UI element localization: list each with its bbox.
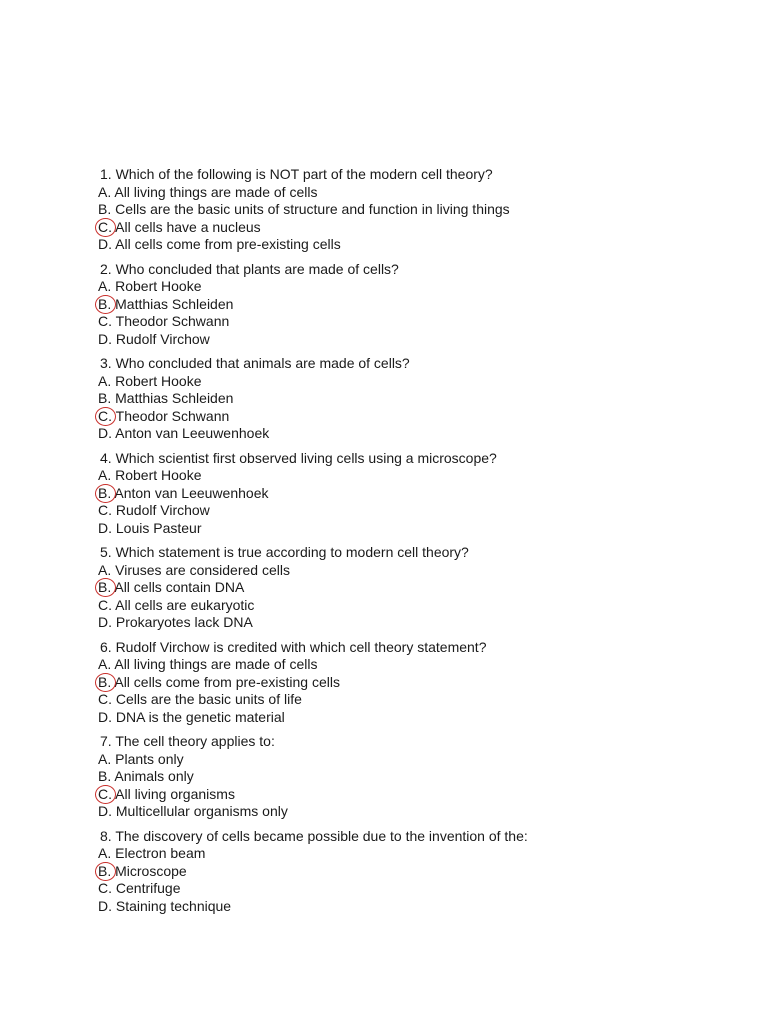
answer-text: Robert Hooke — [111, 372, 202, 389]
answer-option — [98, 803, 718, 821]
question-6 — [98, 639, 718, 727]
answer-text: Plants only — [111, 750, 184, 767]
answer-option — [98, 597, 718, 615]
answer-text: Robert Hooke — [111, 278, 202, 294]
answer-letter: B. — [98, 201, 112, 217]
question-1 — [98, 166, 718, 254]
question-2 — [98, 261, 718, 349]
answer-letter: B. — [98, 390, 112, 406]
answer-option — [98, 768, 718, 786]
answer-option — [98, 880, 718, 898]
answer-letter: D. — [98, 897, 112, 914]
answer-option — [98, 278, 718, 296]
answer-option — [98, 656, 718, 674]
question-8 — [98, 828, 718, 916]
answer-letter: C. — [98, 502, 112, 518]
answer-letter: A. — [98, 750, 112, 767]
answer-letter: A. — [98, 845, 112, 861]
answer-text: All living things are made of cells — [111, 183, 318, 200]
selected-answer-letter: C. — [98, 407, 112, 424]
answer-text: Matthias Schleiden — [111, 390, 234, 406]
answer-letter: A. — [98, 278, 112, 294]
answer-option — [98, 331, 718, 349]
answer-text: Animals only — [111, 768, 194, 784]
answer-letter: C. — [98, 691, 112, 707]
answer-letter: C. — [98, 313, 112, 329]
answer-option — [98, 313, 718, 331]
answer-option — [98, 674, 718, 692]
answer-option — [98, 201, 718, 219]
question-stem: 2. Who concluded that plants are made of cells? — [100, 260, 399, 277]
question-stem: 3. Who concluded that animals are made of cells? — [100, 355, 410, 371]
answer-text: Matthias Schleiden — [111, 295, 234, 312]
question-stem: 4. Which scientist first observed living cells using a microscope? — [100, 449, 497, 466]
answer-option — [98, 467, 718, 485]
answer-text: Theodor Schwann — [112, 407, 230, 424]
question-stem: 8. The discovery of cells became possible due to the invention of the: — [100, 827, 528, 844]
quiz-worksheet — [98, 166, 718, 922]
answer-option — [98, 786, 718, 804]
selected-answer-letter: B. — [98, 579, 112, 595]
answer-text: Rudolf Virchow — [112, 502, 210, 518]
answer-text: Theodor Schwann — [112, 313, 230, 329]
question-stem: 5. Which statement is true according to modern cell theory? — [100, 544, 469, 560]
answer-letter: D. — [98, 708, 112, 725]
answer-text: All living things are made of cells — [111, 656, 318, 672]
answer-letter: C. — [98, 880, 112, 896]
answer-letter: A. — [98, 467, 112, 483]
answer-text: All cells are eukaryotic — [112, 596, 255, 613]
selected-answer-letter: B. — [98, 295, 112, 312]
answer-option — [98, 898, 718, 916]
answer-option — [98, 236, 718, 254]
answer-text: Staining technique — [112, 897, 232, 914]
question-4 — [98, 450, 718, 538]
answer-letter: D. — [98, 425, 112, 441]
answer-option — [98, 579, 718, 597]
answer-text: All cells contain DNA — [111, 579, 245, 595]
answer-text: All cells come from pre-existing cells — [112, 236, 341, 252]
answer-option — [98, 219, 718, 237]
answer-option — [98, 296, 718, 314]
answer-text: All cells come from pre-existing cells — [111, 673, 340, 690]
answer-option — [98, 751, 718, 769]
selected-answer-letter: B. — [98, 862, 112, 879]
question-7 — [98, 733, 718, 821]
question-stem: 6. Rudolf Virchow is credited with which cell theory statement? — [100, 638, 487, 655]
answer-option — [98, 863, 718, 881]
selected-answer-letter: C. — [98, 218, 112, 235]
answer-text: Cells are the basic units of structure and function in living things — [111, 201, 510, 217]
answer-letter: A. — [98, 561, 112, 578]
answer-option — [98, 845, 718, 863]
answer-option — [98, 373, 718, 391]
answer-option — [98, 691, 718, 709]
answer-option — [98, 709, 718, 727]
answer-text: Rudolf Virchow — [112, 330, 210, 347]
question-3 — [98, 355, 718, 443]
answer-letter: B. — [98, 768, 112, 784]
answer-letter: D. — [98, 236, 112, 252]
selected-answer-letter: B. — [98, 673, 112, 690]
answer-text: Microscope — [111, 862, 187, 879]
answer-text: Electron beam — [111, 845, 206, 861]
answer-letter: D. — [98, 803, 112, 819]
answer-option — [98, 614, 718, 632]
answer-option — [98, 485, 718, 503]
answer-option — [98, 184, 718, 202]
answer-text: Viruses are considered cells — [111, 561, 290, 578]
answer-text: All cells have a nucleus — [112, 218, 261, 235]
answer-letter: D. — [98, 519, 112, 536]
selected-answer-letter: B. — [98, 484, 112, 501]
answer-letter: D. — [98, 330, 112, 347]
answer-option — [98, 390, 718, 408]
answer-text: Robert Hooke — [111, 467, 202, 483]
answer-text: Anton van Leeuwenhoek — [112, 425, 270, 441]
question-stem: 7. The cell theory applies to: — [100, 733, 275, 749]
answer-text: All living organisms — [112, 785, 235, 802]
answer-option — [98, 408, 718, 426]
answer-option — [98, 425, 718, 443]
answer-option — [98, 502, 718, 520]
answer-text: DNA is the genetic material — [112, 708, 285, 725]
question-5 — [98, 544, 718, 632]
answer-text: Cells are the basic units of life — [112, 691, 302, 707]
answer-letter: A. — [98, 656, 112, 672]
answer-letter: D. — [98, 614, 112, 630]
answer-text: Louis Pasteur — [112, 519, 202, 536]
answer-text: Multicellular organisms only — [112, 803, 288, 819]
answer-letter: A. — [98, 183, 112, 200]
selected-answer-letter: C. — [98, 785, 112, 802]
answer-letter: C. — [98, 596, 112, 613]
answer-option — [98, 520, 718, 538]
question-stem: 1. Which of the following is NOT part of the modern cell theory? — [100, 166, 493, 182]
answer-option — [98, 562, 718, 580]
answer-text: Anton van Leeuwenhoek — [111, 484, 269, 501]
answer-letter: A. — [98, 372, 112, 389]
answer-text: Prokaryotes lack DNA — [112, 614, 253, 630]
answer-text: Centrifuge — [112, 880, 181, 896]
